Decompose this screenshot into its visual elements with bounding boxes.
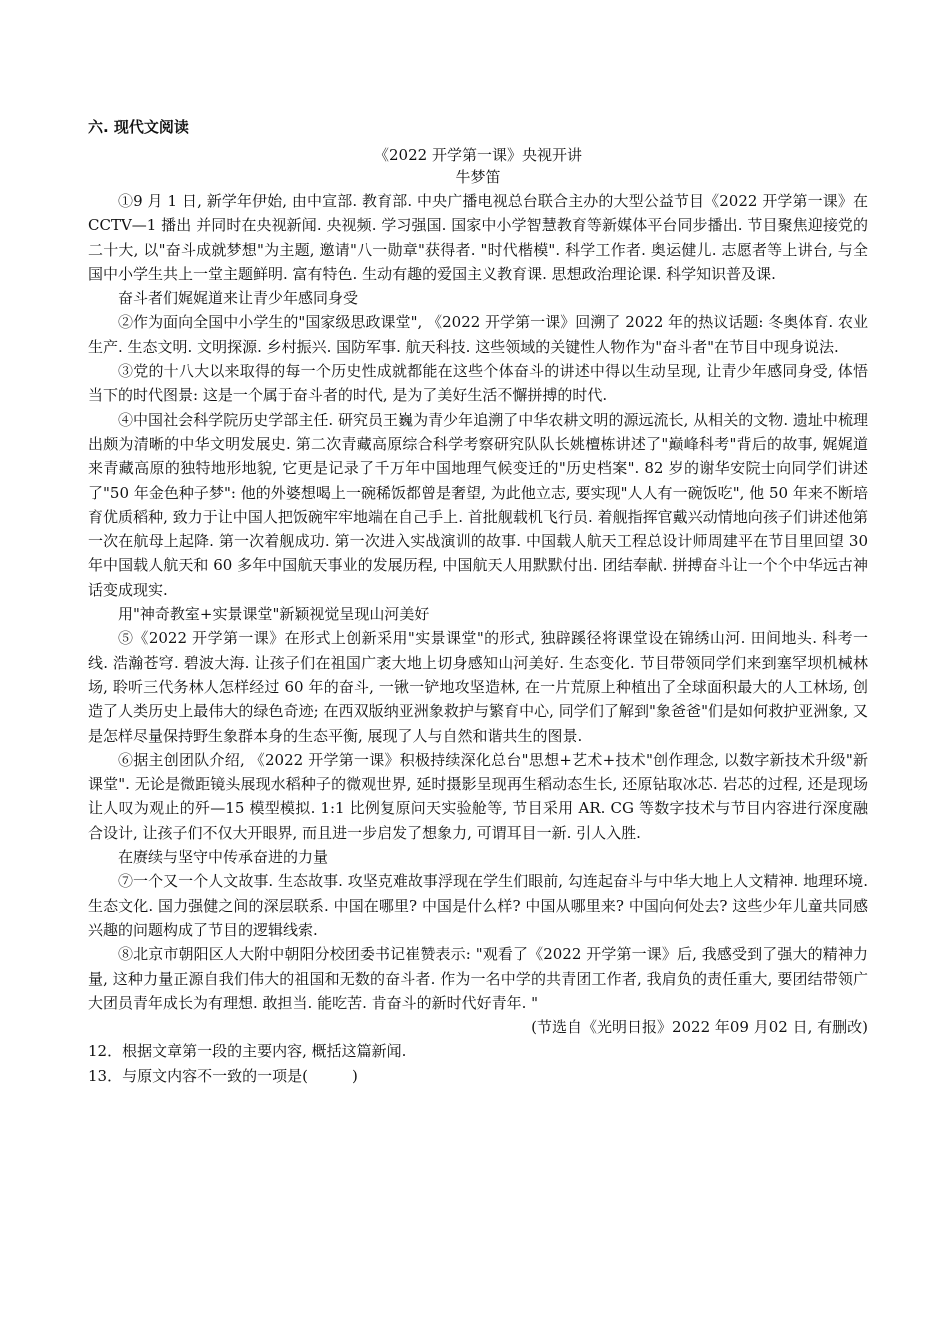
paragraph-8: ⑧北京市朝阳区人大附中朝阳分校团委书记崔赞表示: "观看了《2022 开学第一课》后, 我感受到了强大的精神力量, 这种力量正源自我们伟大的祖国和无数的奋斗者. 作为一名中学的共青团工作者, 我肩负的责任重大, 要团结带领广大团员青年成长为有理想. 敢担当. 能吃苦. 肯奋斗的新时代好青年. " xyxy=(88,945,868,1012)
subheading-1: 奋斗者们娓娓道来让青少年感同身受 xyxy=(118,289,359,308)
reading-section xyxy=(88,116,868,1088)
paragraph-2: ②作为面向全国中小学生的"国家级思政课堂", 《2022 开学第一课》回溯了 2022 年的热议话题: 冬奥体育. 农业生产. 生态文明. 文明探源. 乡村振兴. 国防军事. 航天科技. 这些领域的关键性人物作为"奋斗者"在节目中现身说法. xyxy=(88,313,868,356)
article-author: 牛梦笛 xyxy=(455,168,501,186)
question-12: 12．根据文章第一段的主要内容, 概括这篇新闻. xyxy=(88,1042,407,1061)
question-13-close: ) xyxy=(351,1066,358,1085)
paragraph-6: ⑥据主创团队介绍, 《2022 开学第一课》积极持续深化总台"思想+艺术+技术"创作理念, 以数字新技术升级"新课堂". 无论是微距镜头展现水稻种子的微观世界, 延时摄影呈现再生稻动态生长, 还原钻取冰芯. 岩芯的过程, 还是现场让人叹为观止的歼—15 模型模拟. 1:1 比例复原问天实验舱等, 节目采用 AR. CG 等数字技术与节目内容进行深度融合设计, 让孩子们不仅大开眼界, 而且进一步启发了想象力, 可谓耳目一新. 引人入胜. xyxy=(88,750,868,842)
paragraph-4: ④中国社会科学院历史学部主任. 研究员王巍为青少年追溯了中华农耕文明的源远流长, 从相关的文物. 遗址中梳理出颇为清晰的中华文明发展史. 第二次青藏高原综合科学考察研究队队长姚檀栋讲述了"巅峰科考"背后的故事, 娓娓道来青藏高原的独特地形地貌, 它更是记录了千万年中国地理气候变迁的"历史档案". 82 岁的谢华安院士向同学们讲述了"50 年金色种子梦": 他的外婆想喝上一碗稀饭都曾是奢望, 为此他立志, 要实现"人人有一碗饭吃", 他 50 年来不断培育优质稻种, 致力于让中国人把饭碗牢牢地端在自己手上. 首批舰载机飞行员. 着舰指挥官戴兴动情地向孩子们讲述他第一次在航母上起降. 第一次着舰成功. 第一次进入实战演训的故事. 中国载人航天工程总设计师周建平在节目里回望 30 年中国载人航天和 60 多年中国航天事业的发展历程, 中国航天人用默默付出. 团结奉献. 拼搏奋斗让一个个中华远古神话变成现实. xyxy=(88,410,868,599)
article-title: 《2022 开学第一课》央视开讲 xyxy=(374,146,582,164)
question-13 xyxy=(88,1064,868,1088)
subheading-2: 用"神奇教室+实景课堂"新颖视觉呈现山河美好 xyxy=(118,605,430,624)
paragraph-5: ⑤《2022 开学第一课》在形式上创新采用"实景课堂"的形式, 独辟蹊径将课堂设在锦绣山河. 田间地头. 科考一线. 浩瀚苍穹. 碧波大海. 让孩子们在祖国广袤大地上切身感知山河美好. 生态变化. 节目带领同学们来到塞罕坝机械林场, 聆听三代务林人怎样经过 60 年的奋斗, 一锹一铲地攻坚造林, 在一片荒原上种植出了全球面积最大的人工林场, 创造了人类历史上最伟大的绿色奇迹; 在西双版纳亚洲象救护与繁育中心, 同学们了解到"象爸爸"们是如何救护亚洲象, 又是怎样尽量保持野生象群本身的生态平衡, 展现了人与自然和谐共生的图景. xyxy=(88,629,868,745)
section-title: 六. 现代文阅读 xyxy=(88,118,189,136)
question-13-text: 13．与原文内容不一致的一项是( xyxy=(88,1066,308,1085)
article-source: (节选自《光明日报》2022 年09 月02 日, 有删改) xyxy=(531,1018,868,1037)
paragraph-1: ①9 月 1 日, 新学年伊始, 由中宣部. 教育部. 中央广播电视总台联合主办的大型公益节目《2022 开学第一课》在 CCTV—1 播出 并同时在央视新闻. 央视频. 学习强国. 国家中小学智慧教育等新媒体平台同步播出. 节目聚焦迎接党的二十大, 以"奋斗成就梦想"为主题, 邀请"八一勋章"获得者. "时代楷模". 科学工作者. 奥运健儿. 志愿者等上讲台, 与全国中小学生共上一堂主题鲜明. 富有特色. 生动有趣的爱国主义教育课. 思想政治理论课. 科学知识普及课. xyxy=(88,192,868,283)
subheading-3: 在赓续与坚守中传承奋进的力量 xyxy=(118,848,329,867)
paragraph-7: ⑦一个又一个人文故事. 生态故事. 攻坚克难故事浮现在学生们眼前, 勾连起奋斗与中华大地上人文精神. 地理环境. 生态文化. 国力强健之间的深层联系. 中国在哪里? 中国是什么样? 中国从哪里来? 中国向何处去? 这些少年儿童共同感兴趣的问题构成了节目的逻辑线索. xyxy=(88,872,868,939)
paragraph-3: ③党的十八大以来取得的每一个历史性成就都能在这些个体奋斗的讲述中得以生动呈现, 让青少年感同身受, 体悟当下的时代图景: 这是一个属于奋斗者的时代, 是为了美好生活不懈拼搏的时代. xyxy=(88,362,868,405)
